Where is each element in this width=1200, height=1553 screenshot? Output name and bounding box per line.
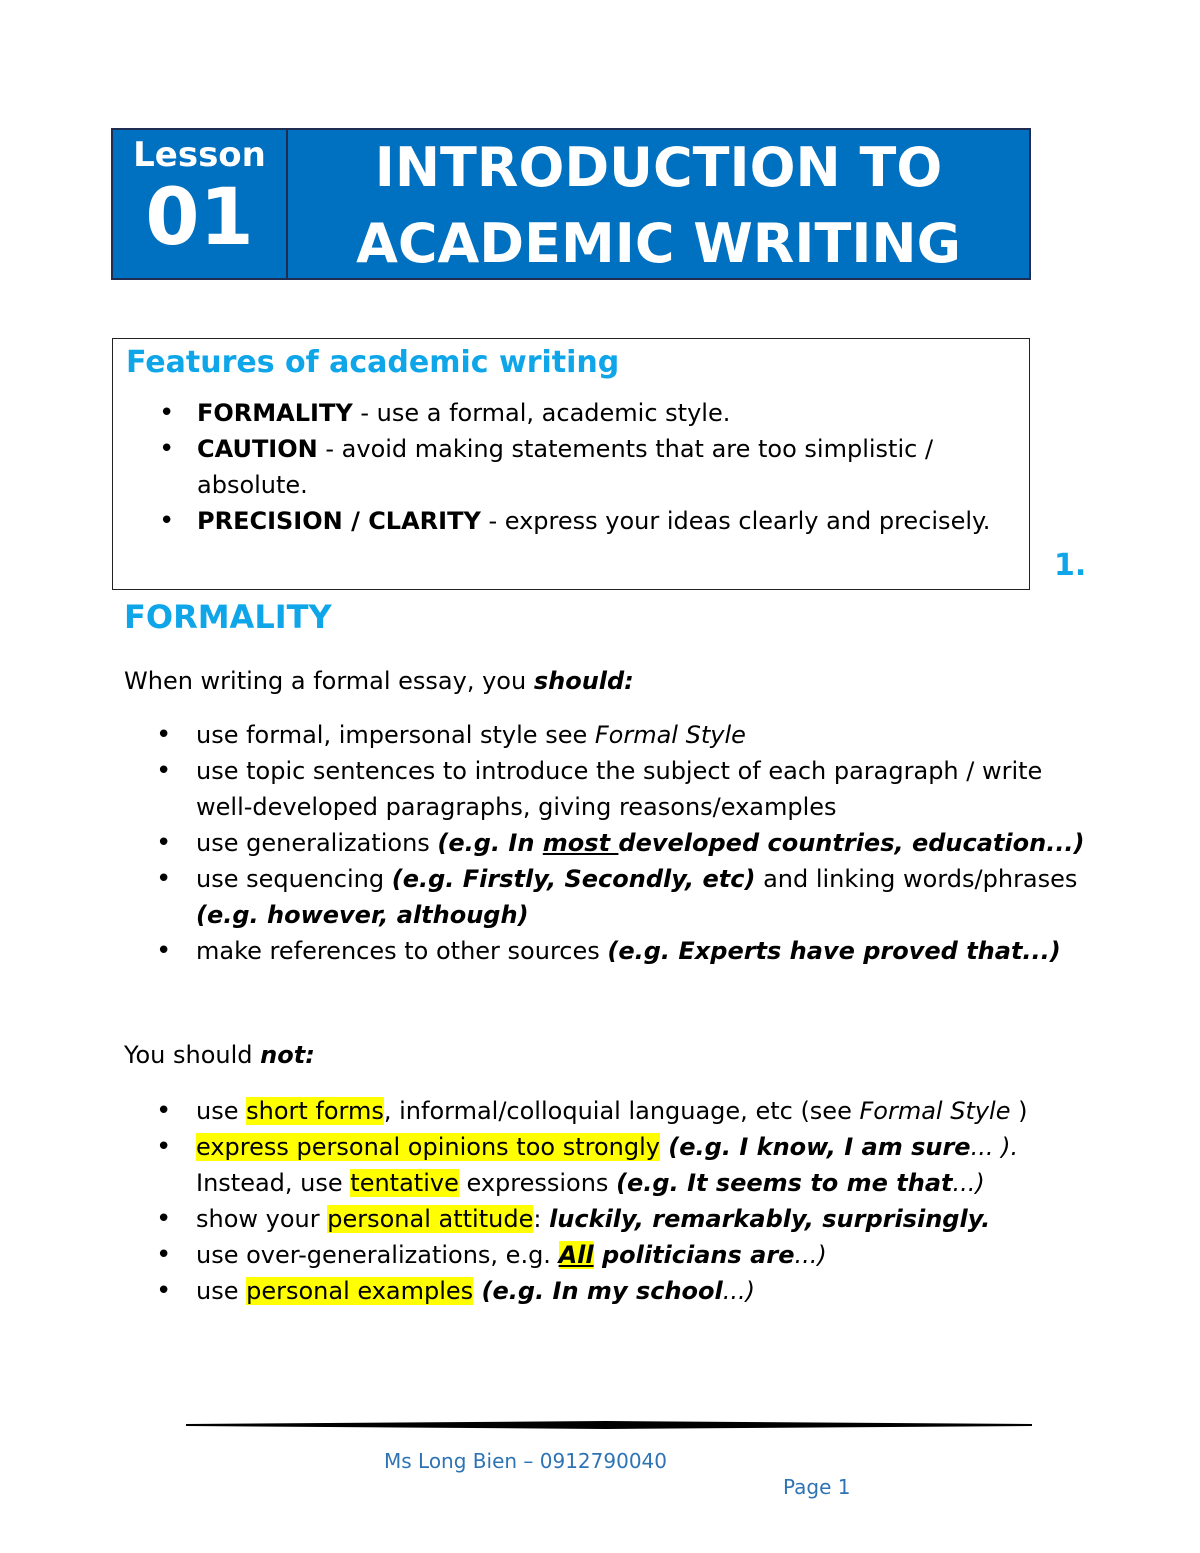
item-text: use over-generalizations, e.g. — [196, 1241, 559, 1269]
item-text: use formal, impersonal style see — [196, 721, 595, 749]
item-text: use — [196, 1277, 247, 1305]
item-emphasis: developed countries — [618, 829, 895, 857]
features-title: Features of academic writing — [126, 345, 620, 380]
should-not-emphasis: not: — [260, 1041, 315, 1069]
item-text: : — [533, 1205, 550, 1233]
lesson-number: 01 — [145, 173, 254, 263]
feature-term: CAUTION — [197, 435, 318, 463]
section-number: 1. — [1054, 548, 1087, 583]
list-item — [112, 825, 1102, 861]
feature-desc: - avoid making statements that are too simplistic / absolute. — [197, 435, 934, 499]
item-text: make references to other sources — [196, 937, 608, 965]
features-box — [112, 338, 1030, 590]
page-number: Page 1 — [783, 1475, 851, 1499]
item-italic: ...) — [952, 1169, 985, 1197]
list-item — [113, 503, 1013, 539]
feature-term: PRECISION / CLARITY — [197, 507, 481, 535]
item-emphasis: politicians are — [593, 1241, 795, 1269]
feature-desc: - express your ideas clearly and precisely. — [480, 507, 991, 535]
item-highlight: short forms — [246, 1097, 384, 1125]
footer-divider — [186, 1421, 1032, 1429]
item-emphasis: (e.g. however, although) — [196, 901, 529, 929]
should-not-intro — [124, 1037, 315, 1073]
should-list — [112, 717, 1102, 969]
should-intro-emphasis: should: — [533, 667, 634, 695]
item-text: use generalizations — [196, 829, 438, 857]
list-item — [113, 395, 1013, 431]
list-item — [112, 1093, 1102, 1129]
item-highlight: tentative — [350, 1169, 459, 1197]
item-text: and linking words/phrases — [755, 865, 1078, 893]
item-text: expressions — [458, 1169, 617, 1197]
item-text: use sequencing — [196, 865, 392, 893]
item-text: use topic sentences to introduce the subject of each paragraph / write well-developed paragraphs, giving reasons/examples — [196, 757, 1043, 821]
item-italic: Formal Style — [859, 1097, 1011, 1125]
item-emphasis: (e.g. Experts have proved that...) — [607, 937, 1061, 965]
item-text: show your — [196, 1205, 328, 1233]
item-italic: ...) — [794, 1241, 827, 1269]
lesson-word: Lesson — [133, 135, 266, 175]
item-text: , informal/colloquial language, etc (see — [383, 1097, 860, 1125]
item-underlined: most — [542, 829, 619, 857]
item-italic: Formal Style — [594, 721, 746, 749]
item-emphasis: luckily, remarkably, surprisingly. — [549, 1205, 991, 1233]
lesson-title-line2: ACADEMIC WRITING — [356, 212, 961, 275]
list-item — [112, 753, 1102, 825]
should-intro-text: When writing a formal essay, you — [124, 667, 534, 695]
lesson-label-cell — [113, 130, 288, 278]
list-item — [112, 861, 1102, 933]
item-emphasis: (e.g. In my school — [473, 1277, 723, 1305]
list-item — [113, 431, 1013, 503]
item-emphasis: , education...) — [894, 829, 1085, 857]
list-item — [112, 933, 1102, 969]
list-item — [112, 1273, 1102, 1309]
lesson-title — [288, 130, 1029, 278]
item-highlight: All — [558, 1241, 594, 1269]
feature-desc: - use a formal, academic style. — [352, 399, 731, 427]
item-italic: ...) — [722, 1277, 755, 1305]
footer-author: Ms Long Bien – 0912790040 — [384, 1449, 668, 1473]
lesson-title-line1: INTRODUCTION TO — [374, 136, 943, 199]
should-not-text: You should — [124, 1041, 261, 1069]
features-list — [113, 395, 1013, 539]
list-item — [112, 717, 1102, 753]
item-emphasis: (e.g. In — [437, 829, 543, 857]
item-italic: ... ). — [970, 1133, 1019, 1161]
item-emphasis: (e.g. I know, I am sure — [659, 1133, 971, 1161]
section-title: FORMALITY — [124, 598, 332, 636]
list-item — [112, 1129, 1102, 1201]
item-highlight: personal examples — [246, 1277, 474, 1305]
lesson-banner — [111, 128, 1031, 280]
item-text: ) — [1010, 1097, 1028, 1125]
item-emphasis: (e.g. It seems to me that — [616, 1169, 953, 1197]
feature-term: FORMALITY — [197, 399, 353, 427]
item-text: use — [196, 1097, 247, 1125]
item-highlight: express personal opinions too strongly — [196, 1133, 660, 1161]
item-text: Instead, use — [196, 1169, 351, 1197]
should-intro — [124, 663, 634, 699]
item-highlight: personal attitude — [327, 1205, 534, 1233]
item-emphasis: (e.g. Firstly, Secondly, etc) — [391, 865, 756, 893]
list-item — [112, 1237, 1102, 1273]
list-item — [112, 1201, 1102, 1237]
should-not-list — [112, 1093, 1102, 1309]
